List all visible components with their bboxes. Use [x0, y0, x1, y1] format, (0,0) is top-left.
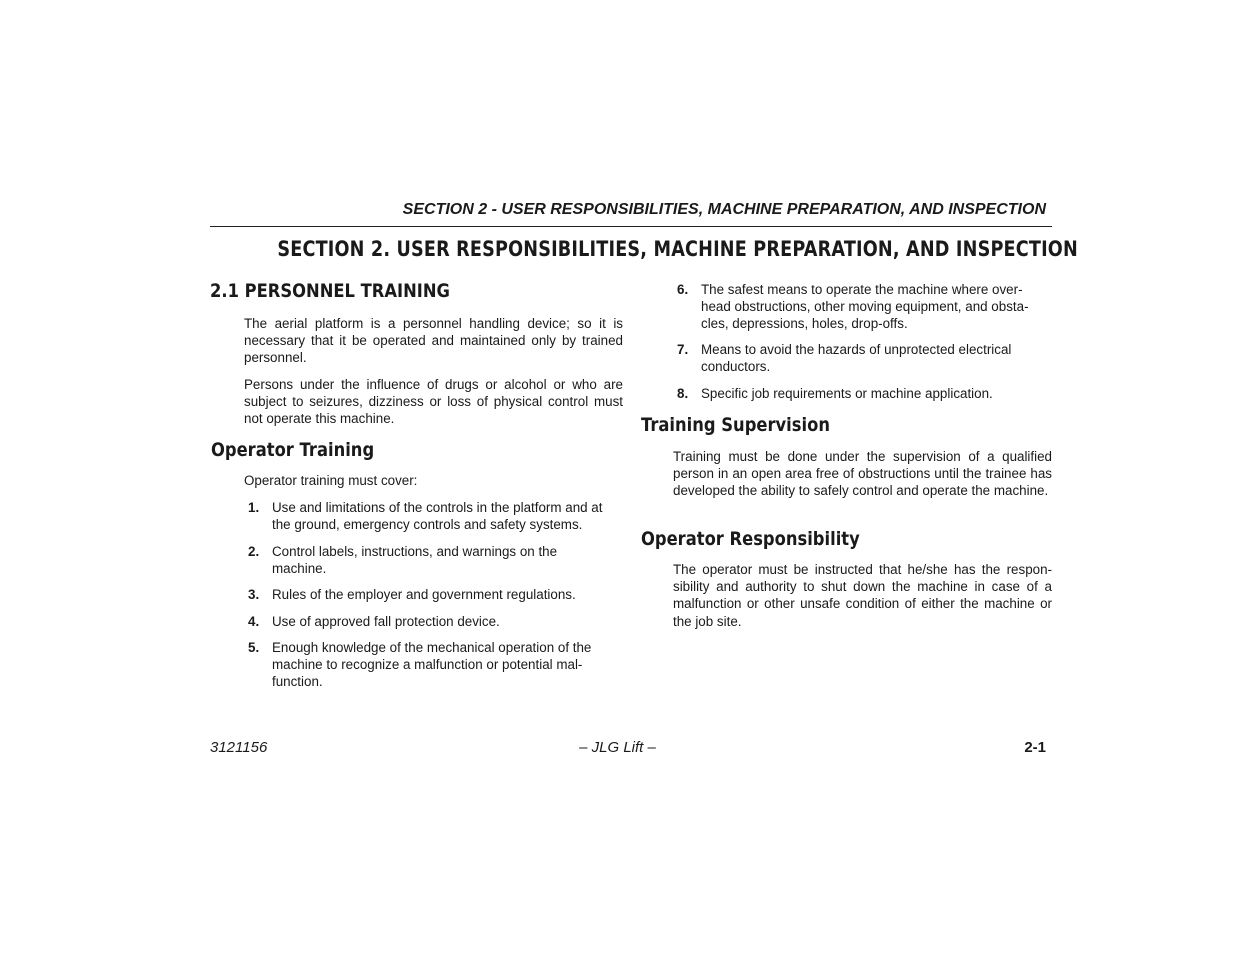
footer-page-number: 2-1 — [1024, 739, 1046, 756]
personnel-training-heading: 2.1 PERSONNEL TRAINING — [210, 280, 450, 302]
header-rule — [210, 226, 1052, 227]
list-item-text: Control labels, instructions, and warnings on the machine. — [272, 544, 558, 577]
list-item-number: 7. — [677, 342, 689, 357]
training-supervision-text: Training must be done under the supervision of a qualified person in an open area free of obstructions until the trainee has developed the ability to safely control and operate the machine. — [673, 449, 1052, 499]
footer-brand: – JLG Lift – — [579, 739, 656, 756]
list-item-text: Use of approved fall protection device. — [272, 614, 500, 629]
training-supervision-heading: Training Supervision — [641, 414, 830, 436]
list-item-text: Means to avoid the hazards of unprotected electrical conductors. — [701, 342, 1012, 375]
list-item-text: Use and limitations of the controls in the platform and at the ground, emergency controls and safety systems. — [272, 500, 603, 533]
list-item-text: Enough knowledge of the mechanical operation of the machine to recognize a malfunction or potential mal-function. — [272, 640, 592, 690]
personnel-training-para-2: Persons under the influence of drugs or alcohol or who are subject to seizures, dizziness or loss of physical control must not operate this machine. — [244, 377, 623, 427]
list-item-text: Specific job requirements or machine application. — [701, 386, 993, 401]
personnel-training-para-1: The aerial platform is a personnel handling device; so it is necessary that it be operated and maintained only by trained personnel. — [244, 316, 623, 366]
section-title: SECTION 2. USER RESPONSIBILITIES, MACHINE PREPARATION, AND INSPECTION — [277, 237, 1078, 261]
list-item-text: The safest means to operate the machine where over-head obstructions, other moving equipment, and obsta-cles, depressions, holes, drop-offs. — [701, 282, 1029, 332]
list-item-number: 3. — [248, 587, 260, 602]
list-item-number: 8. — [677, 386, 689, 401]
running-header: SECTION 2 - USER RESPONSIBILITIES, MACHINE PREPARATION, AND INSPECTION — [402, 201, 1046, 218]
operator-training-intro: Operator training must cover: — [244, 473, 418, 488]
list-item-number: 1. — [248, 500, 260, 515]
footer-doc-number: 3121156 — [210, 739, 268, 756]
operator-training-heading: Operator Training — [211, 439, 375, 461]
list-item-number: 4. — [248, 614, 260, 629]
operator-responsibility-heading: Operator Responsibility — [641, 528, 860, 550]
list-item-number: 6. — [677, 282, 689, 297]
operator-responsibility-text: The operator must be instructed that he/she has the respon-sibility and authority to shut down the machine in case of a malfunction or other unsafe condition of either the machine or the job site. — [673, 562, 1052, 629]
list-item-text: Rules of the employer and government regulations. — [272, 587, 576, 602]
list-item-number: 2. — [248, 544, 260, 559]
list-item-number: 5. — [248, 640, 260, 655]
